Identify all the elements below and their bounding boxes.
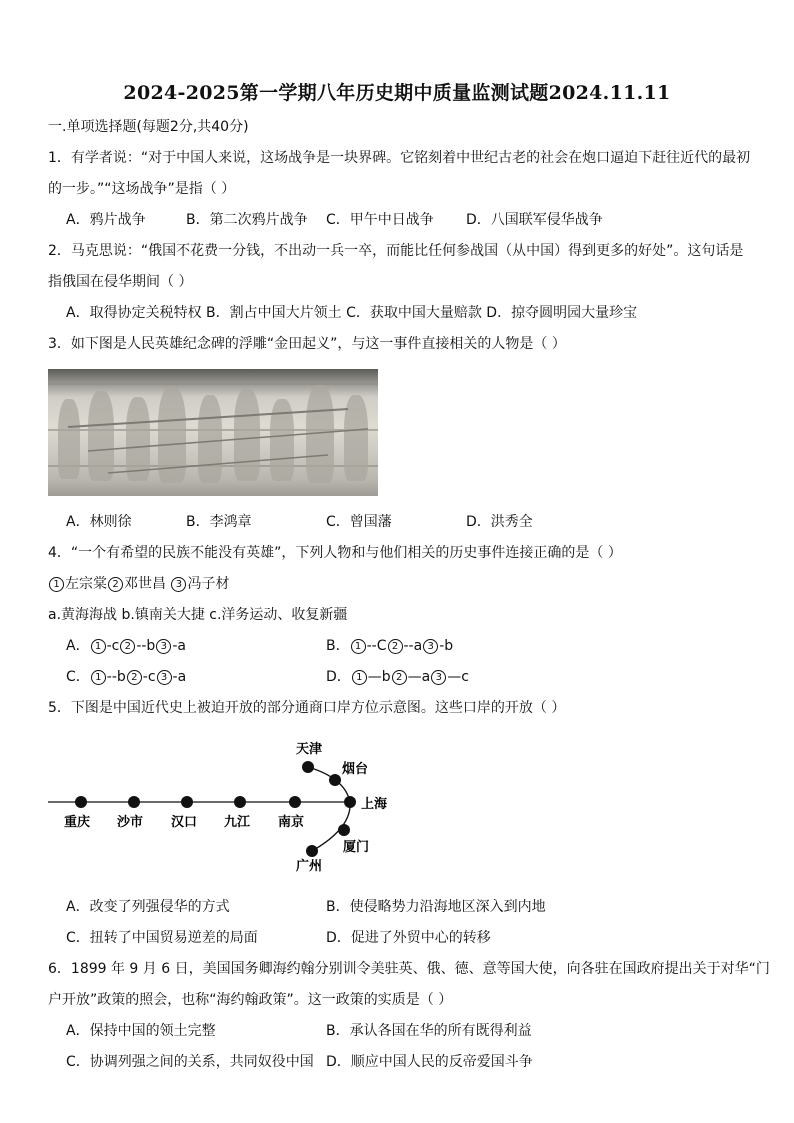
q1-option-d: D．八国联军侵华战争 (466, 212, 603, 228)
relief-spear-lines (48, 369, 378, 496)
section-heading: 一.单项选择题(每题2分,共40分) (48, 119, 249, 135)
port-dot-hankou (181, 796, 193, 808)
port-dot-chongqing (75, 796, 87, 808)
treaty-ports-map (0, 730, 794, 880)
q4-option-c: C． 1 --b 2 -c 3 -a (66, 669, 187, 685)
q4-events: a.黄海海战 b.镇南关大捷 c.洋务运动、收复新疆 (48, 607, 348, 623)
q4-stem: 4．“一个有希望的民族不能没有英雄”，下列人物和与他们相关的历史事件连接正确的是（ ） (48, 545, 622, 561)
port-dot-nanjing (289, 796, 301, 808)
q3-option-c: C．曾国藩 (326, 514, 392, 530)
label-guangzhou: 广州 (296, 859, 323, 874)
q6-option-a: A．保持中国的领土完整 (66, 1023, 216, 1039)
q2-stem-line2: 指俄国在侵华期间（ ） (48, 274, 193, 290)
q6-option-c: C．协调列强之间的关系，共同奴役中国 (66, 1054, 314, 1070)
q3-stem: 3．如下图是人民英雄纪念碑的浮雕“金田起义”，与这一事件直接相关的人物是（ ） (48, 336, 566, 352)
label-jiujiang: 九江 (224, 815, 251, 830)
q6-option-b: B．承认各国在华的所有既得利益 (326, 1023, 532, 1039)
label-yantai: 烟台 (342, 762, 369, 777)
label-shashi: 沙市 (117, 815, 144, 830)
q4-option-d: D． 1 —b 2 —a 3 —c (326, 669, 469, 685)
q4-option-b: B． 1 --C 2 --a 3 -b (326, 638, 454, 654)
label-tianjin: 天津 (296, 742, 323, 757)
port-dot-xiamen (338, 824, 350, 836)
q4-option-a: A． 1 -c 2 --b 3 -a (66, 638, 186, 654)
circled-number: 3 (171, 577, 186, 592)
q3-option-d: D．洪秀全 (466, 514, 533, 530)
q1-stem-line1: 1．有学者说：“对于中国人来说，这场战争是一块界碑。它铭刻着中世纪古老的社会在炮口逼迫下赶往近代的最初 (48, 150, 751, 166)
q6-stem-line1: 6．1899 年 9 月 6 日，美国国务卿海约翰分别训令美驻英、俄、德、意等国大使，向各驻在国政府提出关于对华“门 (48, 961, 770, 977)
q1-stem-line2: 的一步。”“这场战争”是指（ ） (48, 181, 236, 197)
port-dot-jiujiang (234, 796, 246, 808)
q4-people: 1 左宗棠 2 邓世昌 3 冯子材 (48, 574, 229, 594)
circled-number: 1 (49, 577, 64, 592)
q1-option-a: A．鸦片战争 (66, 212, 146, 228)
jintian-uprising-relief-image (48, 369, 378, 496)
port-dot-guangzhou (306, 845, 318, 857)
q2-stem-line1: 2．马克思说：“俄国不花费一分钱，不出动一兵一卒，而能比任何参战国（从中国）得到更多的好处”。这句话是 (48, 243, 744, 259)
q3-option-b: B．李鸿章 (186, 514, 252, 530)
q6-option-d: D．顺应中国人民的反帝爱国斗争 (326, 1054, 533, 1070)
exam-title: 2024-2025第一学期八年历史期中质量监测试题2024.11.11 (123, 82, 671, 104)
q5-option-d: D．促进了外贸中心的转移 (326, 930, 491, 946)
label-hankou: 汉口 (171, 815, 198, 830)
circled-number: 2 (108, 577, 123, 592)
label-nanjing: 南京 (278, 815, 305, 830)
port-dot-shanghai (344, 796, 356, 808)
q5-stem: 5．下图是中国近代史上被迫开放的部分通商口岸方位示意图。这些口岸的开放（ ） (48, 700, 566, 716)
q5-option-a: A．改变了列强侵华的方式 (66, 899, 230, 915)
port-dot-shashi (128, 796, 140, 808)
q2-options: A．取得协定关税特权 B．割占中国大片领土 C．获取中国大量赔款 D．掠夺圆明园大量珍宝 (66, 305, 638, 321)
q1-option-c: C．甲午中日战争 (326, 212, 434, 228)
label-xiamen: 厦门 (343, 840, 370, 855)
q1-option-b: B．第二次鸦片战争 (186, 212, 308, 228)
port-dot-tianjin (302, 761, 314, 773)
label-shanghai: 上海 (361, 797, 388, 812)
port-dot-yantai (329, 774, 341, 786)
q5-option-b: B．使侵略势力沿海地区深入到内地 (326, 899, 546, 915)
q3-option-a: A．林则徐 (66, 514, 132, 530)
q5-option-c: C．扭转了中国贸易逆差的局面 (66, 930, 258, 946)
q6-stem-line2: 户开放”政策的照会，也称“海约翰政策”。这一政策的实质是（ ） (48, 992, 453, 1008)
label-chongqing: 重庆 (64, 815, 91, 830)
